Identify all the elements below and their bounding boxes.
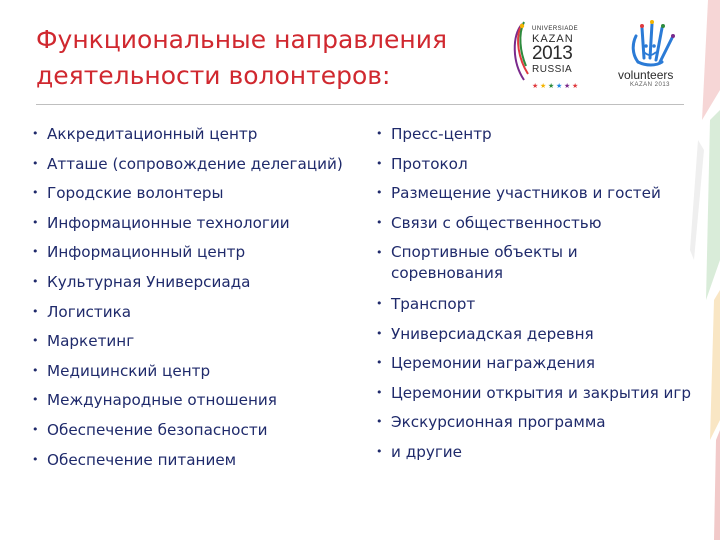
bullet-icon: • [376, 156, 383, 170]
bullet-icon: • [32, 156, 39, 170]
bullet-icon: • [376, 356, 383, 370]
bullet-icon: • [32, 422, 39, 436]
decorative-edge-stripes [680, 0, 720, 540]
bullet-icon: • [32, 363, 39, 377]
list-item-label: и другие [391, 442, 463, 461]
bullet-icon: • [32, 452, 39, 466]
list-item-label: Международные отношения [47, 391, 277, 410]
list-item-label: Церемонии награждения [391, 354, 595, 373]
list-item [30, 272, 365, 292]
list-item [374, 294, 694, 314]
list-item-label: Пресс-центр [391, 125, 492, 143]
list-item-label: Атташе (сопровождение делегаций) [47, 154, 343, 173]
bullet-icon: • [32, 274, 39, 288]
bullet-icon: • [32, 304, 39, 318]
list-item [30, 124, 365, 144]
list-item-label: Протокол [391, 154, 468, 173]
volunteers-logo [616, 18, 690, 94]
svg-text:★: ★ [548, 82, 555, 90]
bullet-icon: • [376, 186, 383, 200]
list-item-label: Логистика [47, 302, 132, 321]
list-item [30, 213, 365, 233]
volunteers-subtitle: KAZAN 2013 [630, 82, 671, 88]
list-item [30, 450, 365, 470]
list-item-label: Культурная Универсиада [47, 272, 251, 291]
list-item-label: Информационные технологии [47, 213, 290, 232]
title-divider [36, 104, 684, 105]
list-item [374, 213, 694, 233]
bullet-icon: • [32, 186, 39, 200]
list-item [374, 324, 694, 344]
title-line-2: деятельности волонтеров: [36, 61, 391, 90]
svg-text:★: ★ [572, 82, 579, 90]
list-item [30, 361, 365, 381]
volunteer-hand-icon [616, 18, 690, 68]
list-item [374, 353, 694, 373]
bullet-icon: • [32, 393, 39, 407]
list-item-label: Спортивные объекты и соревнования [391, 243, 578, 283]
list-item-label: Медицинский центр [47, 361, 211, 380]
left-direction-list [30, 124, 365, 479]
list-item-label: Связи с общественностью [391, 213, 602, 232]
bullet-icon: • [376, 326, 383, 340]
list-item-label: Обеспечение безопасности [47, 420, 268, 439]
bullet-icon: • [376, 296, 383, 310]
list-item [30, 302, 365, 322]
bullet-icon: • [376, 127, 383, 140]
svg-text:★: ★ [540, 82, 547, 90]
list-item [374, 183, 694, 203]
list-item-label: Обеспечение питанием [47, 450, 237, 469]
list-item-label: Транспорт [391, 294, 476, 313]
bullet-icon: • [376, 385, 383, 399]
list-item [30, 242, 365, 262]
bullet-icon: • [376, 415, 383, 429]
list-item [374, 412, 694, 432]
list-item [374, 154, 694, 174]
bullet-icon: • [32, 127, 39, 140]
list-item [30, 331, 365, 351]
list-item [374, 242, 694, 284]
title-line-1: Функциональные направления [36, 25, 448, 54]
svg-text:★: ★ [532, 82, 539, 90]
universiade-label: UNIVERSIADE [532, 26, 579, 32]
list-item [30, 390, 365, 410]
bullet-icon: • [376, 246, 383, 260]
svg-text:★: ★ [556, 82, 563, 90]
year-label: 2013 [532, 43, 573, 64]
list-item [30, 183, 365, 203]
list-item [30, 154, 365, 174]
list-item [374, 124, 694, 144]
volunteers-wordmark: volunteers [618, 68, 674, 82]
bullet-icon: • [376, 215, 383, 229]
list-item-label: Церемонии открытия и закрытия игр [391, 383, 692, 402]
universiade-kazan-logo [506, 18, 598, 94]
list-item-label: Универсиадская деревня [391, 324, 594, 343]
bullet-icon: • [32, 215, 39, 229]
list-item-label: Информационный центр [47, 243, 246, 262]
svg-text:★: ★ [564, 82, 571, 90]
list-item-label: Аккредитационный центр [47, 125, 258, 143]
city-label: KAZAN [532, 33, 574, 45]
list-item-label: Экскурсионная программа [391, 413, 606, 432]
list-item-label: Городские волонтеры [47, 184, 224, 203]
list-item-label: Маркетинг [47, 332, 135, 351]
country-label: RUSSIA [532, 64, 573, 75]
list-item-label: Размещение участников и гостей [391, 184, 661, 203]
bullet-icon: • [376, 444, 383, 458]
bullet-icon: • [32, 245, 39, 259]
list-item [30, 420, 365, 440]
list-item [374, 383, 694, 403]
right-direction-list [374, 124, 694, 472]
bullet-icon: • [32, 334, 39, 348]
slide-title [36, 22, 476, 94]
list-item [374, 442, 694, 462]
